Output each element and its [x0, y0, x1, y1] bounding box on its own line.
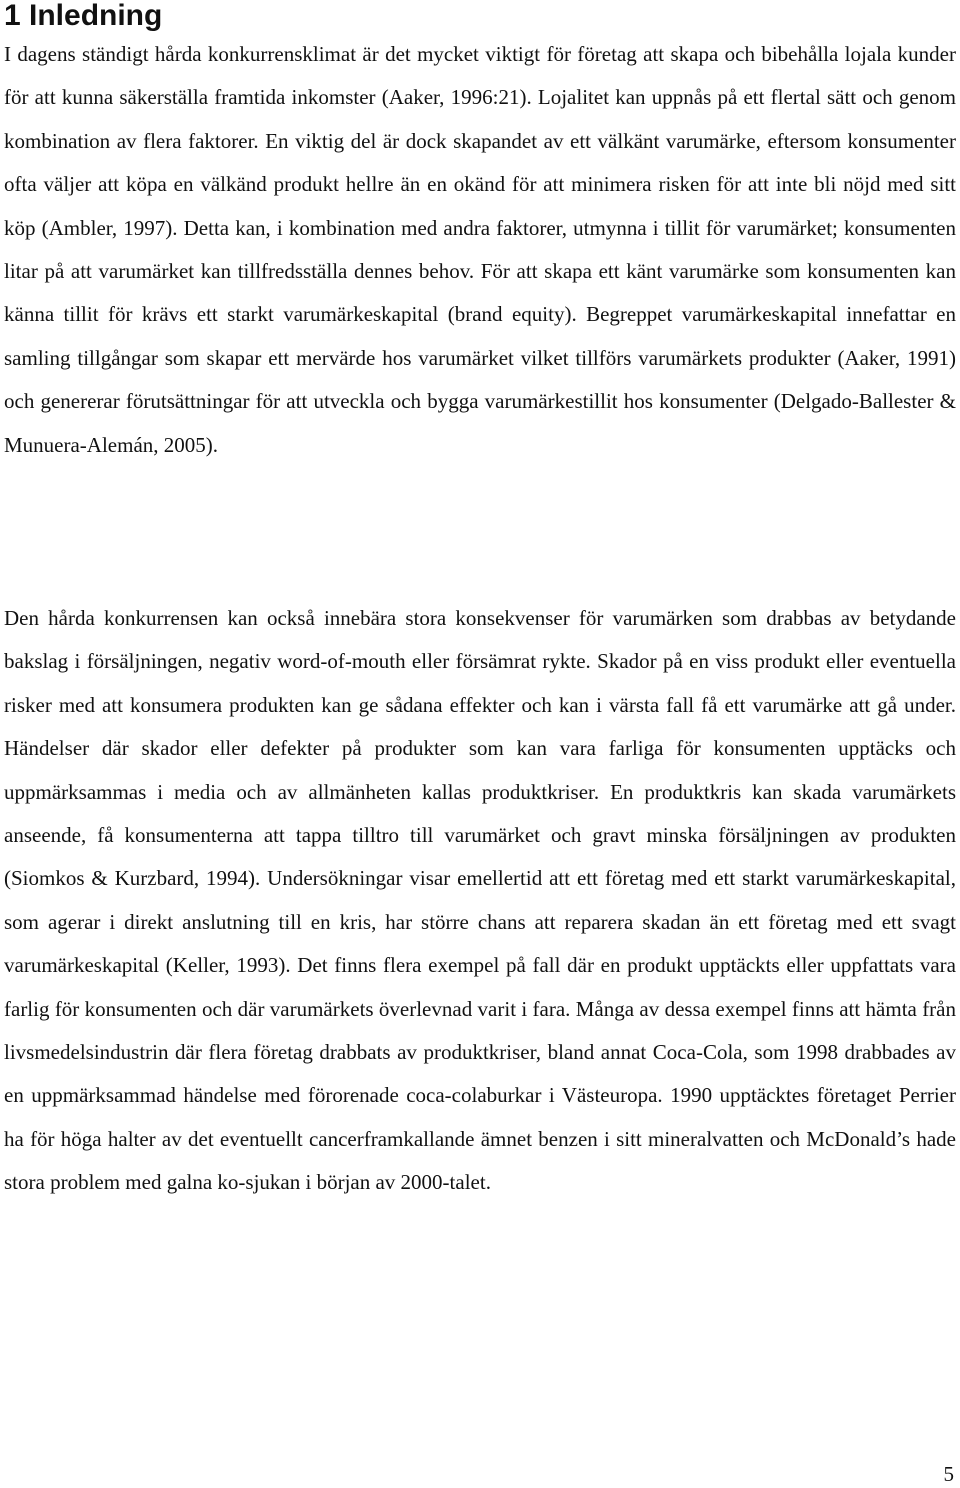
page-number: 5	[943, 1462, 954, 1486]
paragraph-product-crises: Den hårda konkurrensen kan också innebära stora konsekvenser för varumärken som drabbas av betydande bakslag i försäljningen, negativ word-of-mouth eller försämrat rykte. Skador på en viss produkt eller eventuella risker med att konsumera produkten kan ge sådana effekter och kan i värsta fall få ett varumärke att gå under. Händelser där skador eller defekter på produkter som kan vara farliga för konsumenten upptäcks och uppmärksammas i media och av allmänheten kallas produktkriser. En produktkris kan skada varumärkets anseende, få konsumenterna att tappa tilltro till varumärket och gravt minska försäljningen av produkten (Siomkos & Kurzbard, 1994). Undersökningar visar emellertid att ett företag med ett starkt varumärkeskapital, som agerar i direkt anslutning till en kris, har större chans att reparera skadan än ett företag med ett svagt varumärkeskapital (Keller, 1993). Det finns flera exempel på fall där en produkt upptäckts eller uppfattats vara farlig för konsumenten och där varumärkets överlevnad varit i fara. Många av dessa exempel finns att hämta från livsmedelsindustrin där flera företag drabbats av produktkriser, bland annat Coca-Cola, som 1998 drabbades av en uppmärksammad händelse med förorenade coca-colaburkar i Västeuropa. 1990 upptäcktes företaget Perrier ha för höga halter av det eventuellt cancerframkallande ämnet benzen i sitt mineralvatten och McDonald’s hade stora problem med galna ko-sjukan i början av 2000-talet.	[4, 606, 956, 1195]
section-heading: 1 Inledning	[4, 0, 163, 32]
paragraph-intro: I dagens ständigt hårda konkurrensklimat är det mycket viktigt för företag att skapa och bibehålla lojala kunder för att kunna säkerställa framtida inkomster (Aaker, 1996:21). Lojalitet kan uppnås på ett flertal sätt och genom kombination av flera faktorer. En viktig del är dock skapandet av ett välkänt varumärke, eftersom konsumenter ofta väljer att köpa en välkänd produkt hellre än en okänd för att minimera risken för att inte bli nöjd med sitt köp (Ambler, 1997). Detta kan, i kombination med andra faktorer, utmynna i tillit för varumärket; konsumenten litar på att varumärket kan tillfredsställa dennes behov. För att skapa ett känt varumärke som konsumenten kan känna tillit för krävs ett starkt varumärkeskapital (brand equity). Begreppet varumärkeskapital innefattar en samling tillgångar som skapar ett mervärde hos varumärket vilket tillförs varumärkets produkter (Aaker, 1991) och genererar förutsättningar för att utveckla och bygga varumärkestillit hos konsumenter (Delgado-Ballester & Munuera-Alemán, 2005).	[4, 42, 956, 457]
